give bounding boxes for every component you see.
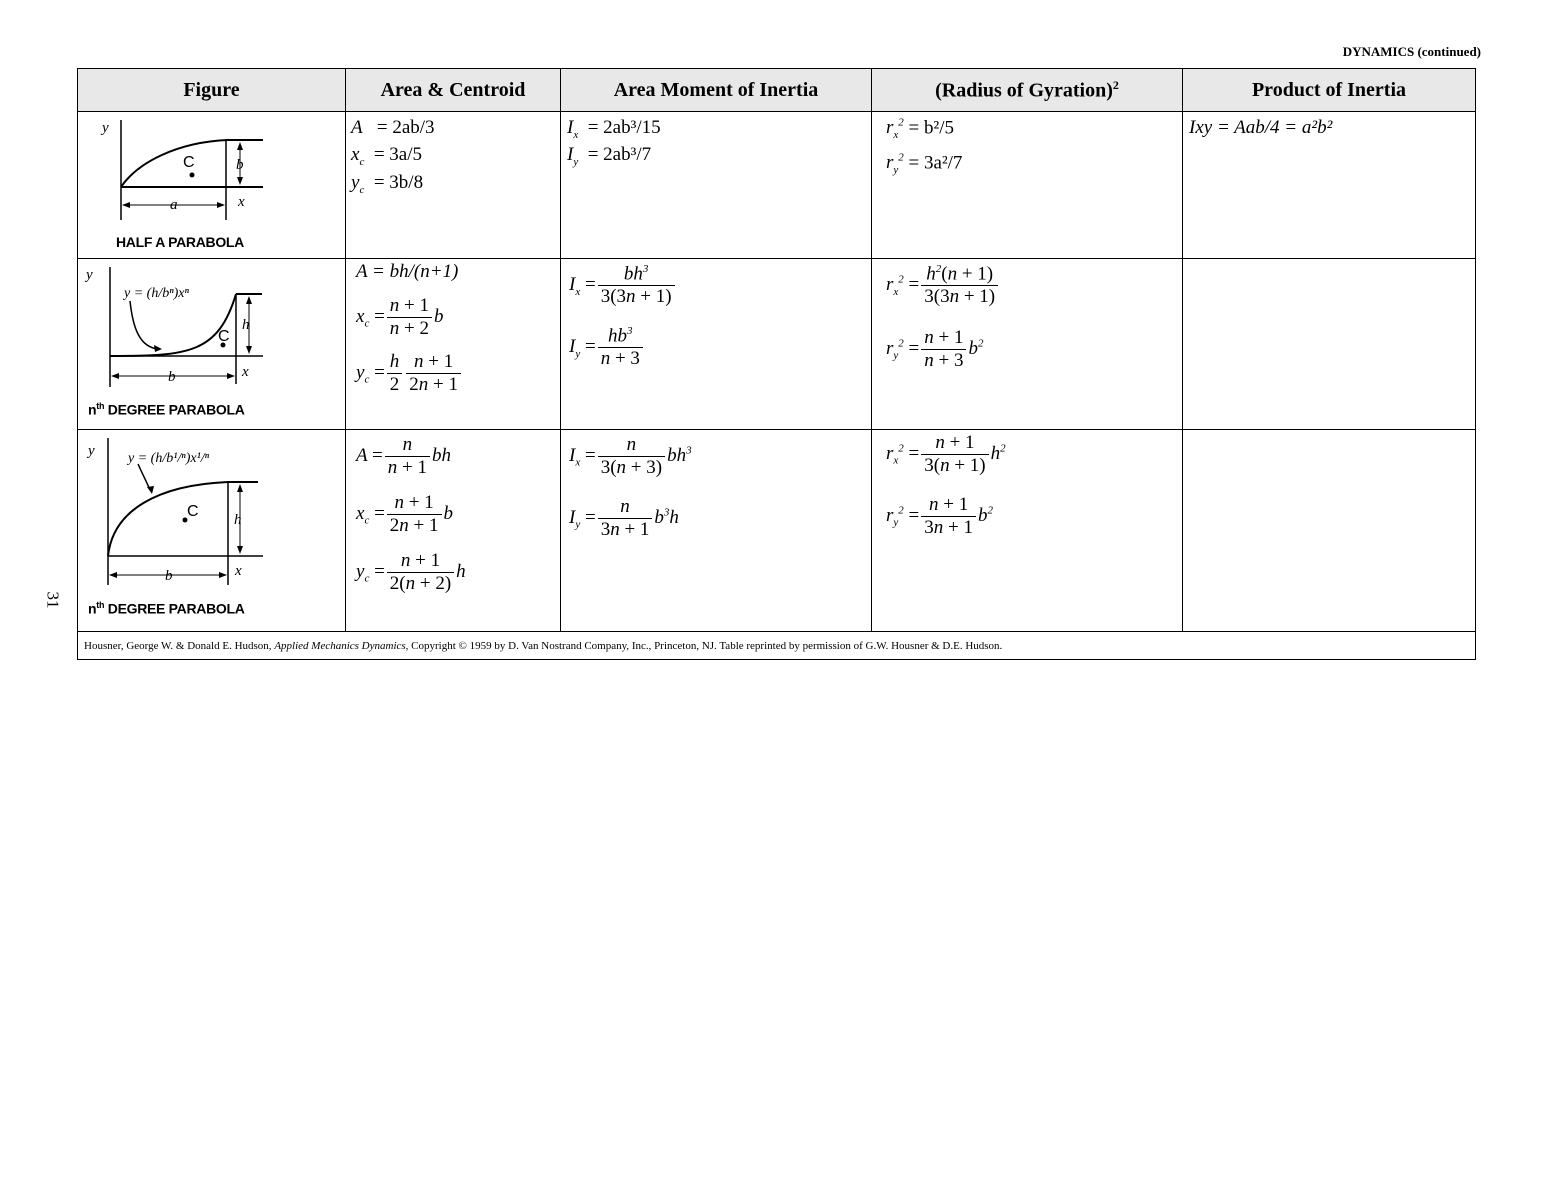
eq-ry: $r_y^2$ = $\frac{n + 1}{n + 3}$ $b^2$	[886, 327, 984, 371]
eq-iy: $I_y = 2ab^3/7$	[567, 144, 652, 168]
page-number: 31	[43, 591, 63, 609]
label-h: h	[234, 512, 242, 528]
eq-ix: $I_x = 2ab^3/15$	[567, 117, 661, 141]
eq-iy: $I_y$ = $\frac{hb^3}{n + 3}$	[569, 325, 645, 370]
label-b: b	[236, 157, 244, 173]
eq-yc: $y_c = 3b/8$	[351, 172, 424, 196]
curve-equation-label: y = (h/b¹/ⁿ)x¹/ⁿ	[128, 451, 210, 466]
product-cell	[1183, 430, 1476, 632]
moment-cell	[561, 259, 872, 430]
eq-yc: $y_c$ = $\frac{h}{2}$ $\frac{n + 1}{2n + 1}$	[356, 351, 463, 396]
label-c: C	[187, 503, 199, 520]
header-row	[78, 69, 1476, 112]
eq-ixy: Ixy = Aab/4 = a²b²	[1189, 117, 1333, 138]
figure-cell	[78, 430, 346, 632]
figure-caption: $n^{th}$ DEGREE PARABOLA	[88, 600, 245, 617]
figure-caption: HALF A PARABOLA	[116, 234, 244, 250]
eq-xc: $x_c = 3a/5$	[351, 144, 423, 168]
eq-rx: $r_x^2$ = $\frac{h^2(n + 1)}{3(3n + 1)}$	[886, 263, 1000, 308]
eq-area: A = $\frac{n}{n + 1}$ bh	[356, 434, 451, 478]
label-c: C	[218, 328, 230, 345]
label-y: y	[102, 120, 109, 136]
eq-xc: $x_c$ = $\frac{n + 1}{2n + 1}$ b	[356, 492, 454, 536]
label-x: x	[238, 194, 245, 210]
header-figure: Figure	[78, 69, 346, 112]
figure-cell	[78, 259, 346, 430]
eq-ry: $r_y^2 = 3a^2/7$	[886, 152, 963, 177]
area-centroid-cell	[346, 259, 561, 430]
label-y: y	[88, 443, 95, 459]
label-a: a	[170, 197, 178, 213]
table-row	[78, 112, 1476, 259]
figure-cell	[78, 112, 346, 259]
figure-caption: $n^{th}$ DEGREE PARABOLA	[88, 401, 245, 418]
eq-yc: $y_c$ = $\frac{n + 1}{2(n + 2)}$ h	[356, 550, 466, 594]
moment-cell	[561, 430, 872, 632]
product-cell	[1183, 259, 1476, 430]
header-area-centroid: Area & Centroid	[346, 69, 561, 112]
label-c: C	[183, 154, 195, 171]
eq-ix: $I_x$ = $\frac{bh^3}{3(3n + 1)}$	[569, 263, 677, 308]
label-h: h	[242, 317, 250, 333]
eq-rx: $r_x^2$ = $\frac{n + 1}{3(n + 1)}$ $h^2$	[886, 432, 1006, 476]
label-x: x	[242, 364, 249, 380]
table-row	[78, 259, 1476, 430]
header-product: Product of Inertia	[1183, 69, 1476, 112]
product-cell	[1183, 112, 1476, 259]
moment-cell	[561, 112, 872, 259]
eq-xc: $x_c$ = $\frac{n + 1}{n + 2}$ b	[356, 295, 444, 339]
table-row	[78, 430, 1476, 632]
gyration-cell	[872, 259, 1183, 430]
source-row	[78, 632, 1476, 660]
label-x: x	[235, 563, 242, 579]
eq-area: A = bh/(n+1)	[356, 261, 459, 282]
header-moment: Area Moment of Inertia	[561, 69, 872, 112]
eq-ry: $r_y^2$ = $\frac{n + 1}{3n + 1}$ $b^2$	[886, 494, 993, 538]
running-head: DYNAMICS (continued)	[1342, 44, 1481, 59]
label-b: b	[165, 568, 173, 584]
curve-equation-label: y = (h/bⁿ)xⁿ	[124, 286, 189, 301]
gyration-cell	[872, 430, 1183, 632]
eq-rx: $r_x^2 = b^2/5$	[886, 117, 954, 142]
gyration-cell	[872, 112, 1183, 259]
label-y: y	[86, 267, 93, 283]
label-b: b	[168, 369, 176, 385]
dynamics-table	[77, 68, 1476, 660]
area-centroid-cell	[346, 430, 561, 632]
source-note: Housner, George W. & Donald E. Hudson, Applied Mechanics Dynamics, Copyright © 1959 by D. Van Nostrand Company, Inc., Princeton, NJ. Table reprinted by permission of G.W. Housner & D.E. Hudson.	[78, 632, 1476, 660]
header-gyration: (Radius of Gyration)$^2$	[872, 69, 1183, 112]
eq-area: A = 2ab/3	[351, 117, 435, 138]
eq-iy: $I_y$ = $\frac{n}{3n + 1}$ $b^3h$	[569, 496, 679, 540]
eq-ix: $I_x$ = $\frac{n}{3(n + 3)}$ $bh^3$	[569, 434, 692, 478]
area-centroid-cell	[346, 112, 561, 259]
